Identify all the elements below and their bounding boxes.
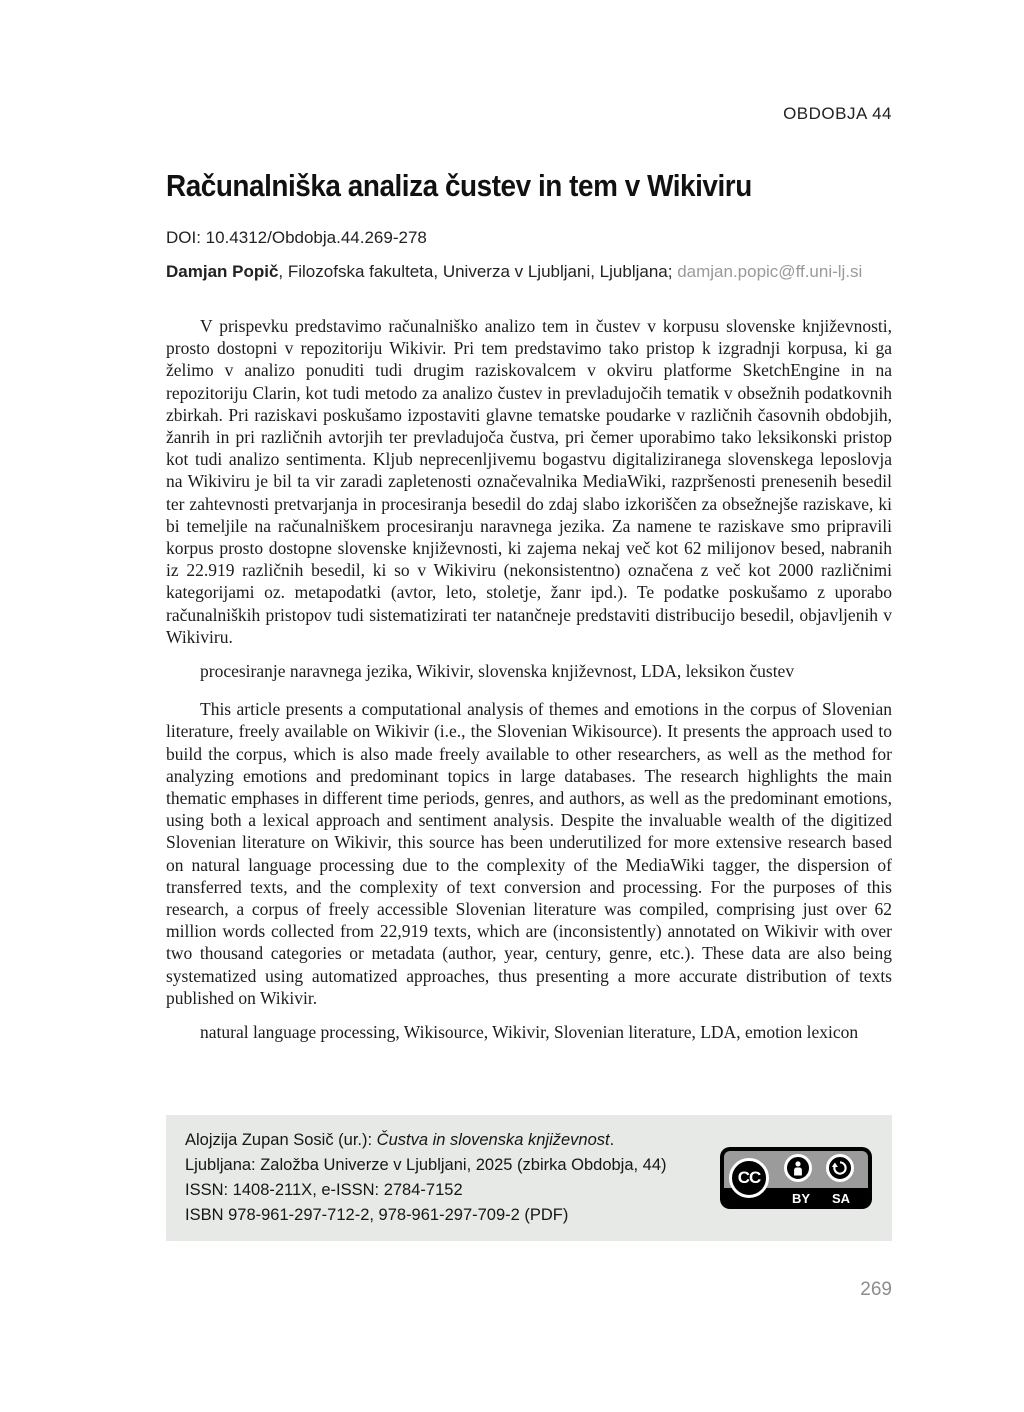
citation-isbn-line: ISBN 978-961-297-712-2, 978-961-297-709-2 (PDF) (185, 1206, 569, 1225)
author-email-link[interactable]: damjan.popic@ff.uni-lj.si (677, 262, 863, 281)
citation-issn-line: ISSN: 1408-211X, e-ISSN: 2784-7152 (185, 1181, 463, 1200)
citation-editor-line (185, 1128, 667, 1153)
abstract-english: This article presents a computational analysis of themes and emotions in the corpus of Slovenian literature, freely available on Wikivir (i.e., the Slovenian Wikisource). It presents the approach used to build the corpus, which is also made freely available to other researchers, as well as the method for analyzing emotions and predominant topics in large databases. The research highlights the main thematic emphases in different time periods, genres, and authors, as well as the predominant emotions, using both a lexical approach and sentiment analysis. Despite the invaluable wealth of the digitized Slovenian literature on Wikivir, this source has been underutilized for more extensive research based on natural language processing due to the complexity of the MediaWiki tagger, the dispersion of transferred texts, and the complexity of text conversion and processing. For the purposes of this research, a corpus of freely accessible Slovenian literature was compiled, comprising just over 62 million words collected from 22,919 texts, which are (inconsistently) annotated on Wikivir with over two thousand categories or metadata (author, year, century, genre, etc.). These data are also being systematized using automatized approaches, thus presenting a more accurate distribution of texts published on Wikivir. (166, 699, 892, 1008)
keywords-english: natural language processing, Wikisource, Wikivir, Slovenian literature, LDA, emotion lexicon (200, 1022, 859, 1043)
author-affiliation: , Filozofska fakulteta, Univerza v Ljubljani, Ljubljana; (278, 262, 678, 281)
journal-header: OBDOBJA 44 (783, 104, 892, 123)
citation-box (166, 1115, 892, 1241)
page-number: 269 (860, 1279, 892, 1301)
abstract-slovenian: V prispevku predstavimo računalniško analizo tem in čustev v korpusu slovenske književnosti, prosto dostopni v repozitoriju Wikivir. Pri tem predstavimo tako pristop k izgradnji korpusa, ki ga želimo v analizo ponuditi tudi drugim raziskovalcem v okviru platforme SketchEngine in na repozitoriju Clarin, kot tudi metodo za analizo čustev in prevladujočih tematik v obsežnih podatkovnih zbirkah. Pri raziskavi poskušamo izpostaviti glavne tematske poudarke v različnih časovnih obdobjih, žanrih in pri različnih avtorjih ter prevladujoča čustva, pri čemer uporabimo tako leksikonski pristop kot tudi analizo sentimenta. Kljub neprecenljivemu bogastvu digitaliziranega slovenskega leposlovja na Wikiviru je bil ta vir zaradi zapletenosti označevalnika MediaWiki, razpršenosti prenesenih besedil ter zahtevnosti pretvarjanja in procesiranja besedil do zdaj slabo izkoriščen za obsežnejše raziskave, ki bi temeljile na računalniškem procesiranju naravnega jezika. Za namene te raziskave smo pripravili korpus prosto dostopne slovenske književnosti, ki zajema nekaj več kot 62 milijonov besed, nabranih iz 22.919 različnih besedil, ki so v Wikiviru (nekonsistentno) označena z več kot 2000 različnimi kategorijami oz. metapodatki (avtor, leto, stoletje, žanr ipd.). Te podatke poskušamo z uporabo računalniških pristopov tudi sistematizirati ter natančneje predstaviti distribucijo besedil, objavljenih v Wikiviru. (166, 316, 892, 647)
author-name: Damjan Popič (166, 262, 279, 281)
keywords-slovenian: procesiranje naravnega jezika, Wikivir, slovenska književnost, LDA, leksikon čustev (200, 661, 795, 682)
citation-editor-suffix: . (609, 1131, 615, 1150)
citation-publisher-line: Ljubljana: Založba Univerze v Ljubljani, 2025 (zbirka Obdobja, 44) (185, 1156, 667, 1175)
doi-line: DOI: 10.4312/Obdobja.44.269-278 (166, 228, 427, 247)
author-line (166, 262, 892, 282)
license-sa-label: SA (831, 1191, 851, 1207)
article-title-text: Računalniška analiza čustev in tem v Wikiviru (166, 168, 752, 203)
license-by-label: BY (791, 1191, 811, 1207)
citation-book-title: Čustva in slovenska književnost (376, 1131, 610, 1150)
article-title (166, 168, 892, 204)
citation-editor-prefix: Alojzija Zupan Sosič (ur.): (185, 1131, 377, 1150)
cc-by-sa-license-badge (720, 1147, 872, 1209)
creative-commons-icon: CC (729, 1158, 769, 1198)
citation-text (185, 1128, 667, 1228)
